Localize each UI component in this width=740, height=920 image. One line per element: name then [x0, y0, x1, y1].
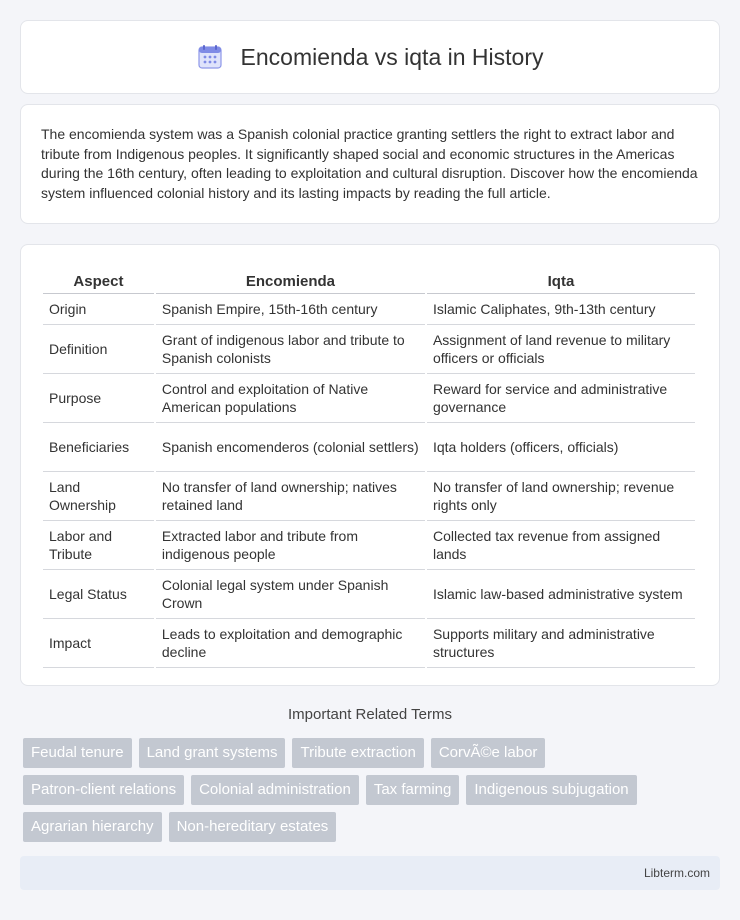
footer — [20, 856, 720, 890]
tag-land-grant-systems[interactable]: Land grant systems — [139, 738, 286, 768]
cell-iqta: Islamic Caliphates, 9th-13th century — [427, 294, 695, 325]
tag-colonial-administration[interactable]: Colonial administration — [191, 775, 359, 805]
related-terms-title: Important Related Terms — [288, 706, 452, 723]
cell-encomienda: Extracted labor and tribute from indigenous people — [156, 521, 425, 570]
cell-aspect: Labor and Tribute — [43, 521, 154, 570]
cell-aspect: Impact — [43, 619, 154, 668]
table-row — [43, 374, 695, 423]
cell-aspect: Beneficiaries — [43, 423, 154, 472]
cell-iqta: No transfer of land ownership; revenue rights only — [427, 472, 695, 521]
cell-encomienda: Spanish Empire, 15th-16th century — [156, 294, 425, 325]
tag-feudal-tenure[interactable]: Feudal tenure — [23, 738, 132, 768]
cell-aspect: Land Ownership — [43, 472, 154, 521]
tag-row — [23, 775, 713, 805]
header-encomienda: Encomienda — [156, 265, 425, 294]
related-terms — [23, 738, 713, 849]
tag-patron-client-relations[interactable]: Patron-client relations — [23, 775, 184, 805]
tag-tax-farming[interactable]: Tax farming — [366, 775, 460, 805]
cell-aspect: Origin — [43, 294, 154, 325]
cell-aspect: Definition — [43, 325, 154, 374]
cell-encomienda: Control and exploitation of Native American populations — [156, 374, 425, 423]
tag-non-hereditary-estates[interactable]: Non-hereditary estates — [169, 812, 337, 842]
footer-site-link[interactable]: Libterm.com — [643, 866, 710, 880]
cell-encomienda: Grant of indigenous labor and tribute to Spanish colonists — [156, 325, 425, 374]
header-card — [20, 20, 720, 94]
cell-iqta: Islamic law-based administrative system — [427, 570, 695, 619]
table-row — [43, 521, 695, 570]
table-row — [43, 294, 695, 325]
intro-card — [20, 104, 720, 224]
tag-row — [23, 738, 713, 768]
comparison-table — [41, 265, 697, 668]
tag-indigenous-subjugation[interactable]: Indigenous subjugation — [466, 775, 636, 805]
tag-row — [23, 812, 713, 842]
cell-encomienda: Colonial legal system under Spanish Crown — [156, 570, 425, 619]
cell-encomienda: Spanish encomenderos (colonial settlers) — [156, 423, 425, 472]
cell-iqta: Assignment of land revenue to military officers or officials — [427, 325, 695, 374]
page-title: Encomienda vs iqta in History — [240, 43, 544, 70]
cell-iqta: Iqta holders (officers, officials) — [427, 423, 695, 472]
cell-encomienda: Leads to exploitation and demographic decline — [156, 619, 425, 668]
tag-agrarian-hierarchy[interactable]: Agrarian hierarchy — [23, 812, 162, 842]
header — [197, 44, 544, 71]
header-iqta: Iqta — [427, 265, 695, 294]
cell-iqta: Reward for service and administrative governance — [427, 374, 695, 423]
comparison-card — [20, 244, 720, 686]
intro-paragraph: The encomienda system was a Spanish colonial practice granting settlers the right to extract labor and tribute from Indigenous peoples. It significantly shaped social and economic structures in the Americas during the 16th century, often leading to exploitation and cultural disruption. Discover how the encomienda system influenced colonial history and its lasting impacts by reading the full article. — [41, 126, 698, 201]
table-row — [43, 570, 695, 619]
cell-aspect: Legal Status — [43, 570, 154, 619]
tag-tribute-extraction[interactable]: Tribute extraction — [292, 738, 423, 768]
cell-aspect: Purpose — [43, 374, 154, 423]
table-row — [43, 325, 695, 374]
table-row — [43, 423, 695, 472]
calendar-icon — [197, 44, 223, 70]
header-aspect: Aspect — [43, 265, 154, 294]
tag-corvee-labor[interactable]: CorvÃ©e labor — [431, 738, 546, 768]
cell-iqta: Collected tax revenue from assigned lands — [427, 521, 695, 570]
table-row — [43, 619, 695, 668]
cell-iqta: Supports military and administrative structures — [427, 619, 695, 668]
table-row — [43, 472, 695, 521]
cell-encomienda: No transfer of land ownership; natives retained land — [156, 472, 425, 521]
